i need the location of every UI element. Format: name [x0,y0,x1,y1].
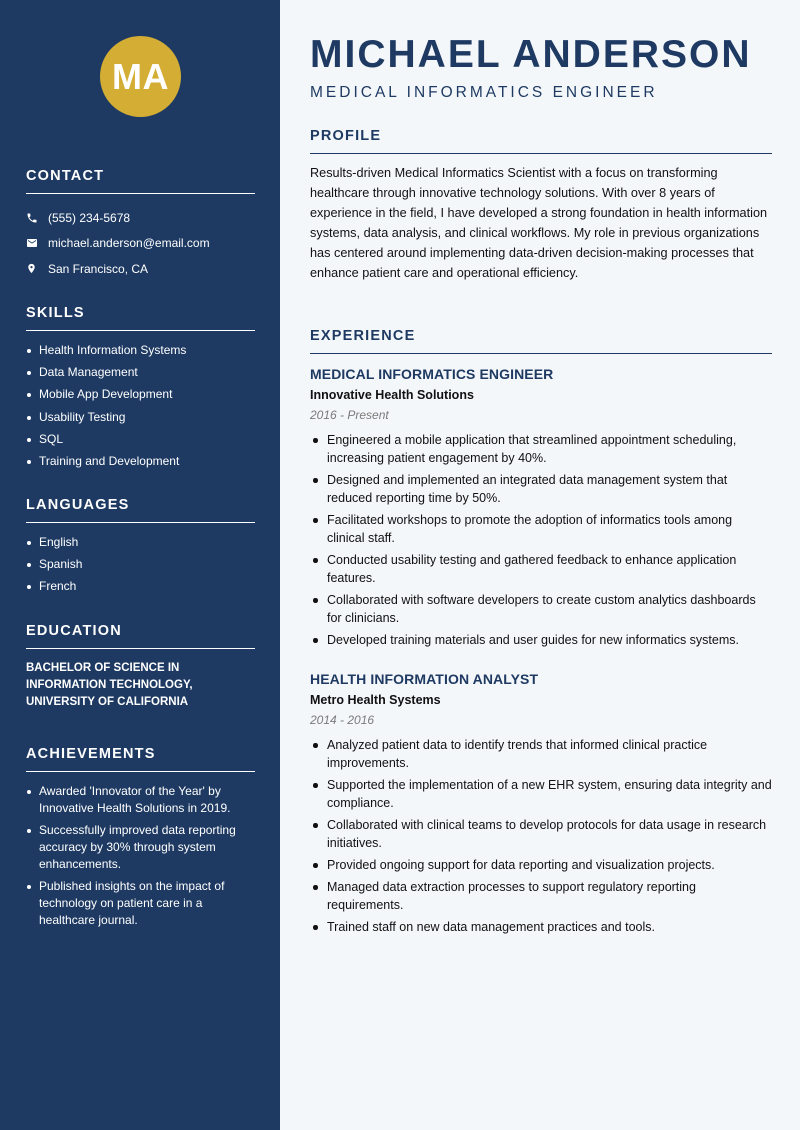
job-bullet: Facilitated workshops to promote the adoption of informatics tools among clinical staff. [310,511,772,547]
languages-heading: LANGUAGES [26,497,255,523]
job-bullet: Provided ongoing support for data reporting and visualization projects. [310,856,772,874]
achievement-item: Published insights on the impact of technology on patient care in a healthcare journal. [26,878,255,929]
skill-item: Health Information Systems [26,342,255,359]
education-heading: EDUCATION [26,623,255,649]
achievements-section [26,746,255,935]
phone-icon [26,212,48,224]
job-dates: 2014 - 2016 [310,713,375,727]
sidebar [0,0,280,1130]
job-bullet: Managed data extraction processes to support regulatory reporting requirements. [310,878,772,914]
job-bullet: Collaborated with software developers to create custom analytics dashboards for clinicians. [310,591,772,627]
job-bullet: Analyzed patient data to identify trends that informed clinical practice improvements. [310,736,772,772]
contact-heading: CONTACT [26,168,255,194]
job-bullet: Developed training materials and user guides for new informatics systems. [310,631,772,649]
languages-section [26,497,255,601]
job-title: MEDICAL INFORMATICS ENGINEER [310,366,554,382]
language-item: French [26,578,255,595]
skill-item: SQL [26,431,255,448]
avatar: MA [100,36,181,117]
job-dates: 2016 - Present [310,408,389,422]
education-degree: BACHELOR OF SCIENCE IN INFORMATION TECHNOLOGY, UNIVERSITY OF CALIFORNIA [26,662,193,708]
job-bullet: Collaborated with clinical teams to develop protocols for data usage in research initiatives. [310,816,772,852]
phone-text[interactable]: (555) 234-5678 [48,210,131,225]
contact-section [26,168,255,282]
candidate-name: MICHAEL ANDERSON [310,33,752,76]
achievement-item: Successfully improved data reporting accuracy by 30% through system enhancements. [26,822,255,873]
language-item: Spanish [26,556,255,573]
skills-heading: SKILLS [26,305,255,331]
profile-heading: PROFILE [310,128,772,154]
job-company: Innovative Health Solutions [310,388,474,402]
achievement-item: Awarded 'Innovator of the Year' by Innovative Health Solutions in 2019. [26,783,255,817]
skill-item: Training and Development [26,453,255,470]
job-entry [310,366,772,653]
skill-item: Usability Testing [26,409,255,426]
email-text[interactable]: michael.anderson@email.com [48,236,210,251]
skills-section [26,305,255,475]
job-title: HEALTH INFORMATION ANALYST [310,671,539,687]
job-bullet: Supported the implementation of a new EHR system, ensuring data integrity and compliance. [310,776,772,812]
skill-item: Data Management [26,364,255,381]
experience-heading: EXPERIENCE [310,328,772,354]
language-item: English [26,534,255,551]
job-bullet: Engineered a mobile application that streamlined appointment scheduling, increasing patient engagement by 40%. [310,431,772,467]
skill-item: Mobile App Development [26,386,255,403]
job-entry [310,671,772,940]
achievements-heading: ACHIEVEMENTS [26,746,255,772]
contact-location [26,256,255,282]
email-icon [26,237,48,249]
job-bullet: Conducted usability testing and gathered feedback to enhance application features. [310,551,772,587]
profile-text: Results-driven Medical Informatics Scientist with a focus on transforming healthcare through innovative technology solutions. With over 8 years of experience in the field, I have developed a strong foundation in health information systems, data analysis, and clinical workflows. My role in previous organizations has centered around implementing data-driven decision-making processes that enhance patient care and operational efficiency. [310,166,768,281]
location-text: San Francisco, CA [48,261,149,276]
job-bullet: Trained staff on new data management practices and tools. [310,918,772,936]
contact-email [26,231,255,257]
job-company: Metro Health Systems [310,693,441,707]
candidate-title: MEDICAL INFORMATICS ENGINEER [310,84,658,101]
location-pin-icon [26,262,48,275]
education-section [26,623,255,711]
contact-phone [26,205,255,231]
job-bullet: Designed and implemented an integrated data management system that reduced reporting time by 50%. [310,471,772,507]
